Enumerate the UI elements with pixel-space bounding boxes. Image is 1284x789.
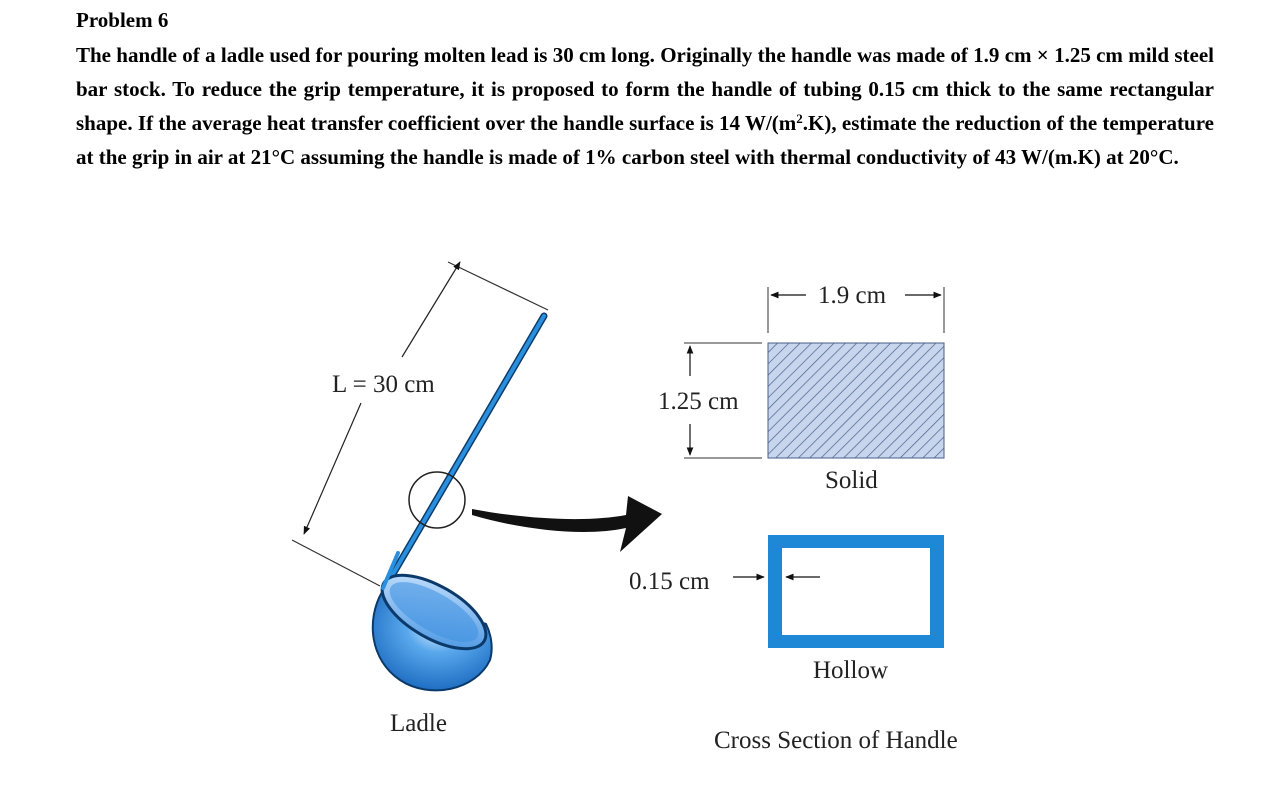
- dimension-extension-bottom: [292, 540, 380, 586]
- cross-section-caption: Cross Section of Handle: [714, 727, 958, 754]
- dimension-extension-top: [448, 262, 548, 310]
- hollow-label: Hollow: [813, 657, 888, 684]
- length-dimension: [292, 262, 548, 586]
- solid-cross-section: [658, 282, 944, 494]
- height-label: 1.25 cm: [658, 388, 739, 415]
- length-arrow-top: [402, 262, 460, 357]
- problem-text-part-2: .K), estimate the reduction of the temperature at the grip in air at 21°C assuming the handle is made of 1% carbon steel with thermal conductivity of 43 W/(m.K) at 20°C.: [76, 111, 1214, 169]
- length-label: L = 30 cm: [332, 371, 435, 398]
- width-label: 1.9 cm: [818, 282, 887, 309]
- ladle-bowl: [371, 553, 497, 690]
- callout-arrow: [472, 496, 662, 552]
- ladle-label: Ladle: [390, 710, 447, 737]
- solid-label: Solid: [825, 467, 878, 494]
- length-arrow-bottom: [304, 403, 361, 534]
- ladle-handle: [386, 316, 544, 586]
- thickness-label: 0.15 cm: [629, 568, 710, 595]
- hollow-tube-interior: [782, 548, 930, 635]
- squared-superscript: 2: [796, 111, 803, 126]
- hollow-cross-section: [629, 535, 944, 684]
- problem-text-part-1: The handle of a ladle used for pouring molten lead is 30 cm long. Originally the handle was made of 1.9 cm × 1.25 cm mild steel bar stock. To reduce the grip temperature, it is proposed to form the handle of tubing 0.15 cm thick to the same rectangular shape. If the average heat transfer coefficient over the handle surface is 14 W/(m: [76, 43, 1214, 135]
- solid-bar-section: [768, 343, 944, 458]
- problem-title: Problem 6: [76, 8, 169, 32]
